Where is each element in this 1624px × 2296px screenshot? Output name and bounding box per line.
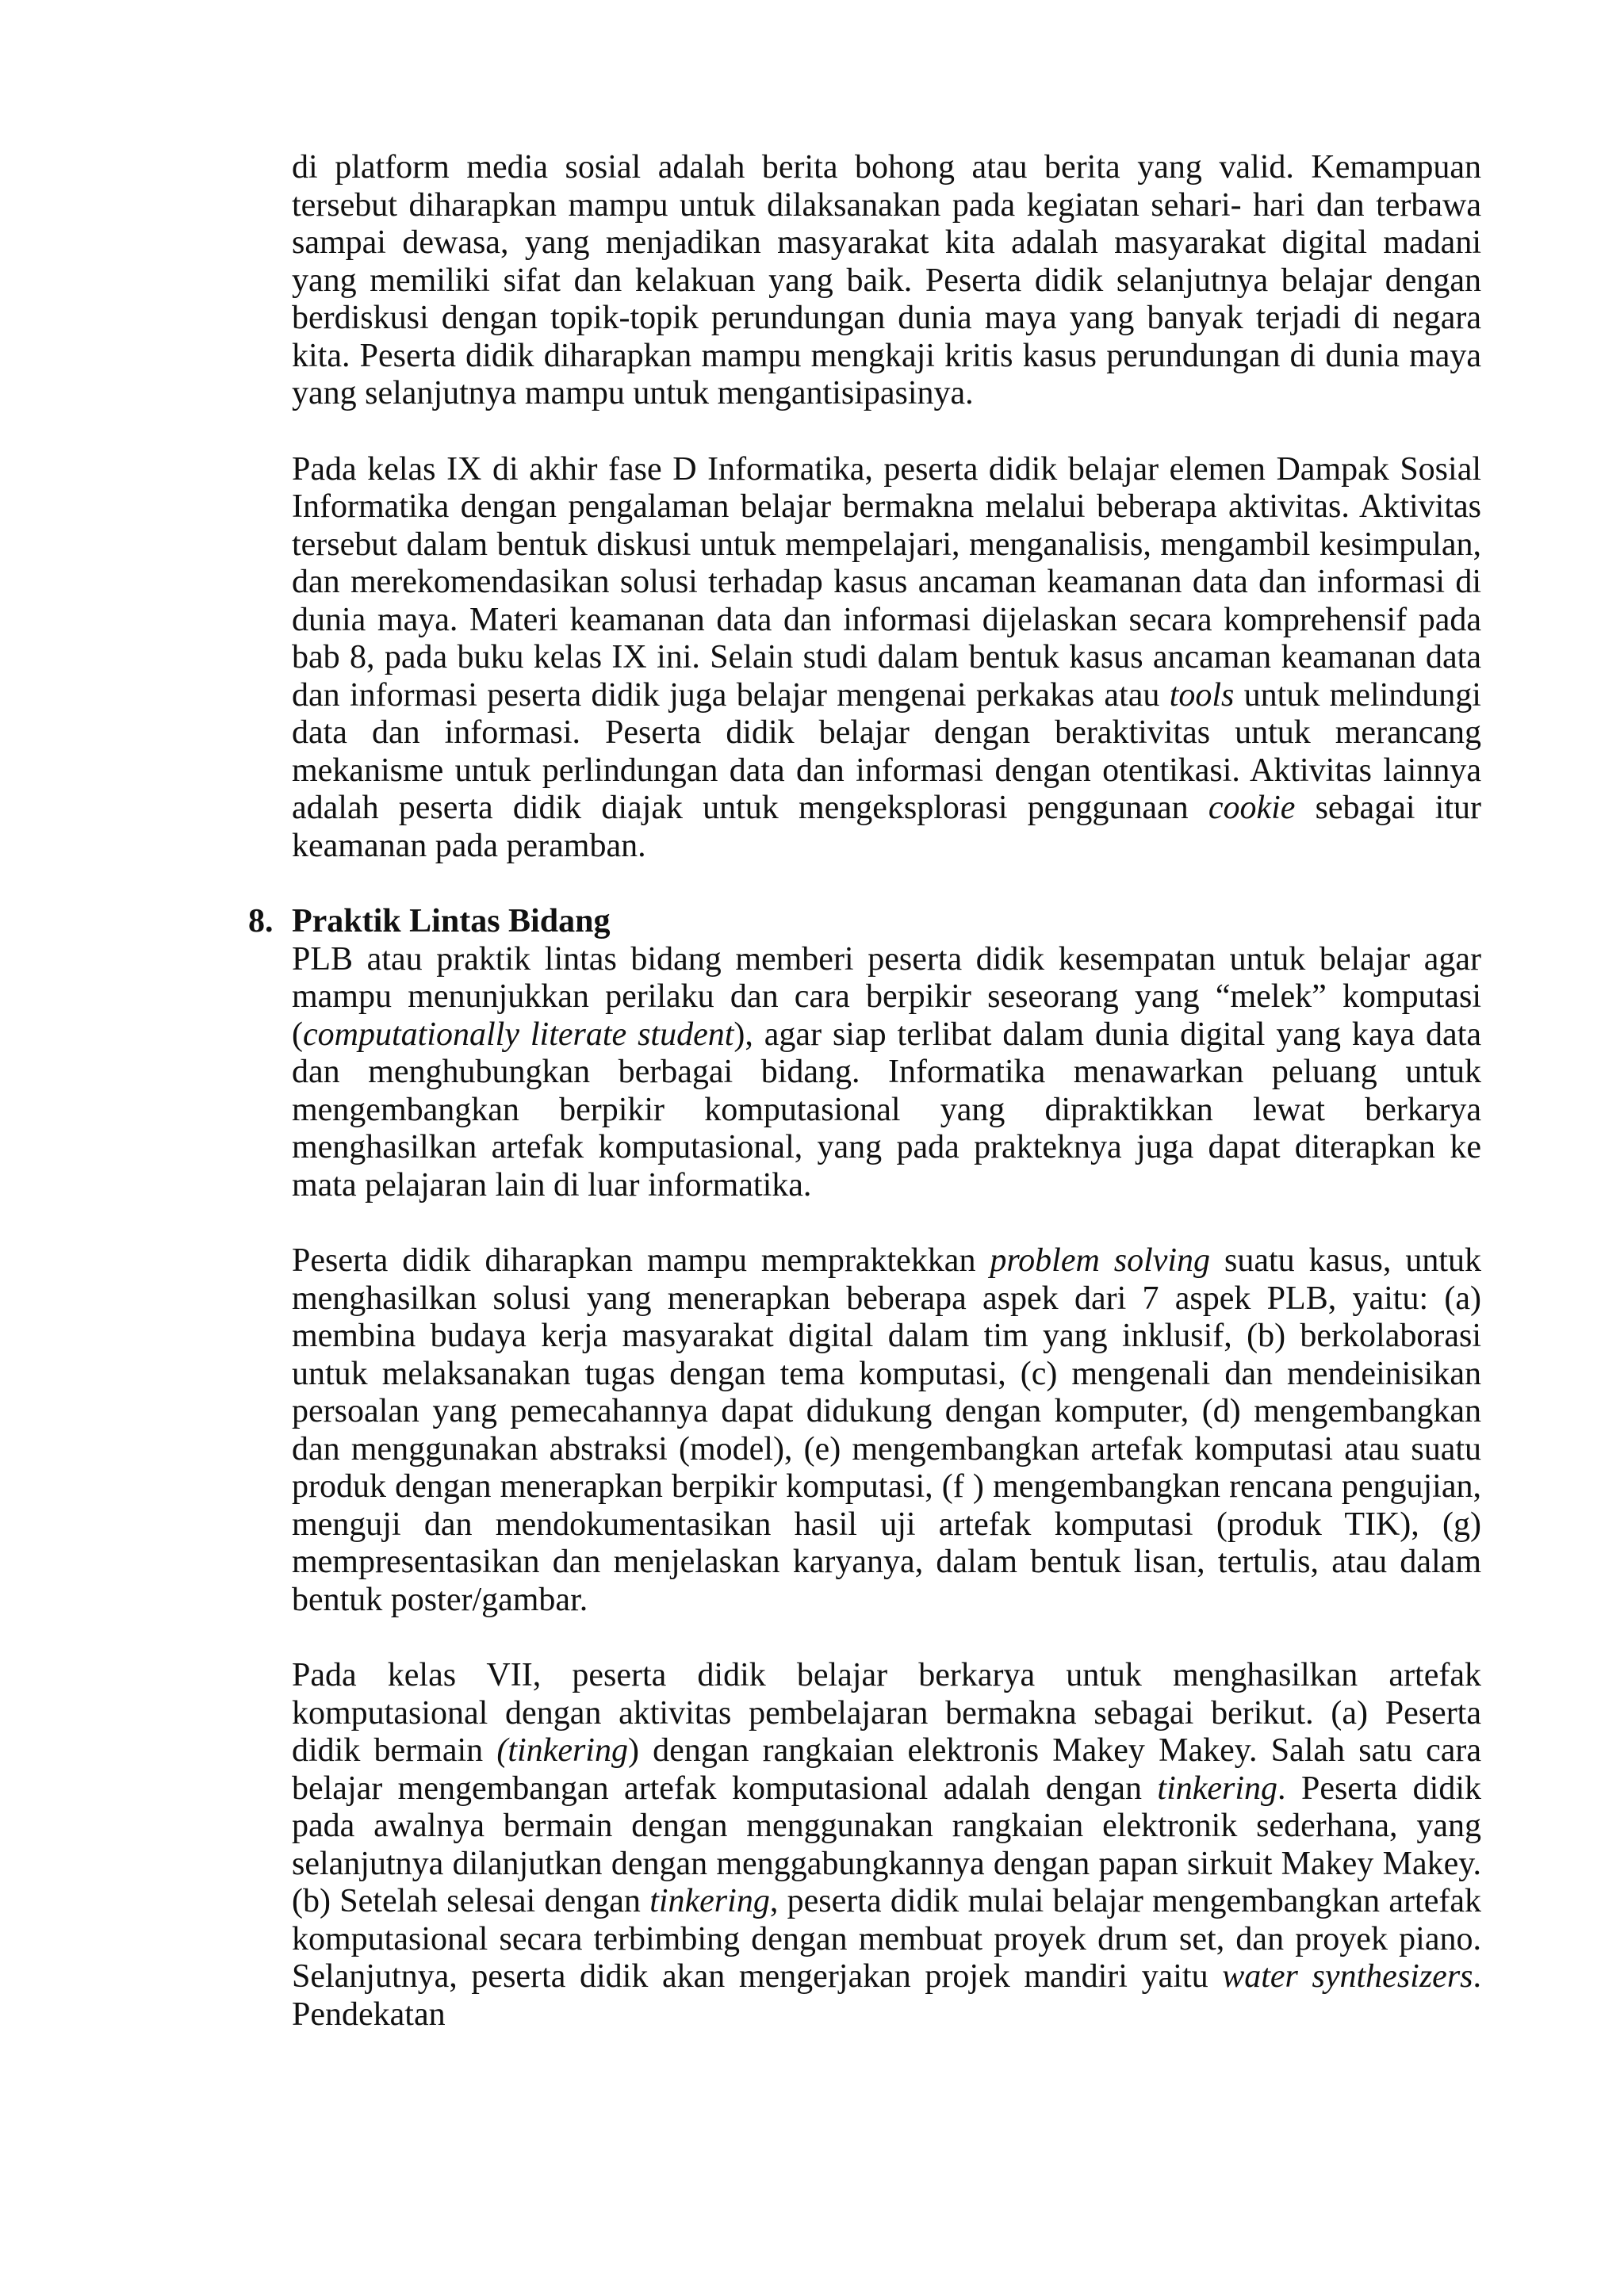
section-title: Praktik Lintas Bidang bbox=[292, 903, 611, 939]
text-run: di platform media sosial adalah berita bohong atau berita yang valid. Kemampuan tersebut diharapkan mampu untuk dilaksanakan pada kegiatan sehari- hari dan terbawa sampai dewasa, yang menjadikan masyarakat kita adalah masyarakat digital madani yang memiliki sifat dan kelakuan yang baik. Peserta didik selanjutnya belajar dengan berdiskusi dengan topik-topik perundungan dunia maya yang banyak terjadi di negara kita. Peserta didik diharapkan mampu mengkaji kritis kasus perundungan di dunia maya yang selanjutnya mampu untuk mengantisipasinya. bbox=[292, 149, 1481, 411]
italic-term: (tinkering bbox=[496, 1732, 628, 1769]
text-run: , peserta didik mulai belajar mengembangkan artefak komputasional secara terbimbing dengan membuat proyek drum set, dan proyek piano. Selanjutnya, peserta didik akan mengerjakan projek mandiri yaitu bbox=[292, 1883, 1481, 1995]
text-run: PLB atau praktik lintas bidang memberi peserta didik kesempatan untuk belajar agar mampu menunjukkan perilaku dan cara berpikir seseorang yang “melek” komputasi ( bbox=[292, 940, 1481, 1053]
paragraph-plb-intro bbox=[292, 941, 1481, 1205]
italic-term: computationally literate student bbox=[303, 1016, 734, 1053]
italic-term: tinkering bbox=[649, 1883, 770, 1919]
text-run: Pada kelas VII, peserta didik belajar berkarya untuk menghasilkan artefak komputasional dengan aktivitas pembelajaran bermakna sebagai berikut. (a) Peserta didik bermain bbox=[292, 1657, 1481, 1769]
italic-term: tinkering bbox=[1157, 1770, 1278, 1807]
paragraph-digital-citizenship bbox=[292, 149, 1481, 413]
text-run: Peserta didik diharapkan mampu mempraktekkan bbox=[292, 1242, 990, 1279]
text-run: . Pendekatan bbox=[292, 1958, 1482, 2033]
paragraph-class-vii bbox=[292, 1657, 1481, 2034]
italic-term: cookie bbox=[1208, 790, 1296, 826]
text-run: untuk melindungi data dan informasi. Peserta didik belajar dengan beraktivitas untuk merancang mekanisme untuk perlindungan data dan informasi dengan otentikasi. Aktivitas lainnya adalah peserta didik diajak untuk mengeksplorasi penggunaan bbox=[292, 676, 1481, 826]
text-run: sebagai itur keamanan pada peramban. bbox=[292, 790, 1481, 864]
italic-term: problem solving bbox=[990, 1242, 1211, 1279]
paragraph-plb-aspects bbox=[292, 1242, 1481, 1619]
text-run: . Peserta didik pada awalnya bermain dengan menggunakan rangkaian elektronik sederhana, yang selanjutnya dilanjutkan dengan menggabungkannya dengan papan sirkuit Makey Makey. (b) Setelah selesai dengan bbox=[292, 1770, 1481, 1919]
page-content bbox=[248, 149, 1482, 2034]
text-run: ), agar siap terlibat dalam dunia digital yang kaya data dan menghubungkan berbagai bidang. Informatika menawarkan peluang untuk mengembangkan berpikir komputasional yang dipraktikkan lewat berkarya menghasilkan artefak komputasional, yang pada prakteknya juga dapat diterapkan ke mata pelajaran lain di luar informatika. bbox=[292, 1016, 1482, 1203]
text-run: ) dengan rangkaian elektronis Makey Makey. Salah satu cara belajar mengembangan artefak komputasional adalah dengan bbox=[292, 1732, 1481, 1807]
paragraph-class-ix bbox=[292, 451, 1481, 866]
text-run: Pada kelas IX di akhir fase D Informatika, peserta didik belajar elemen Dampak Sosial Informatika dengan pengalaman belajar bermakna melalui beberapa aktivitas. Aktivitas tersebut dalam bentuk diskusi untuk mempelajari, menganalisis, mengambil kesimpulan, dan merekomendasikan solusi terhadap kasus ancaman keamanan data dan informasi di dunia maya. Materi keamanan data dan informasi dijelaskan secara komprehensif pada bab 8, pada buku kelas IX ini. Selain studi dalam bentuk kasus ancaman keamanan data dan informasi peserta didik juga belajar mengenai perkakas atau bbox=[292, 450, 1481, 714]
italic-term: tools bbox=[1169, 676, 1235, 714]
section-number: 8. bbox=[248, 903, 274, 939]
italic-term: water synthesizers bbox=[1222, 1958, 1473, 1995]
text-run: suatu kasus, untuk menghasilkan solusi yang menerapkan beberapa aspek dari 7 aspek PLB, yaitu: (a) membina budaya kerja masyarakat digital dalam tim yang inklusif, (b) berkolaborasi untuk melaksanakan tugas dengan tema komputasi, (c) mengenali dan mendeinisikan persoalan yang pemecahannya dapat didukung dengan komputer, (d) mengembangkan dan menggunakan abstraksi (model), (e) mengembangkan artefak komputasi atau suatu produk dengan menerapkan berpikir komputasi, (f ) mengembangkan rencana pengujian, menguji dan mendokumentasikan hasil uji artefak komputasi (produk TIK), (g) mempresentasikan dan menjelaskan karyanya, dalam bentuk lisan, tertulis, atau dalam bentuk poster/gambar. bbox=[292, 1242, 1481, 1618]
section-heading bbox=[248, 903, 1481, 941]
